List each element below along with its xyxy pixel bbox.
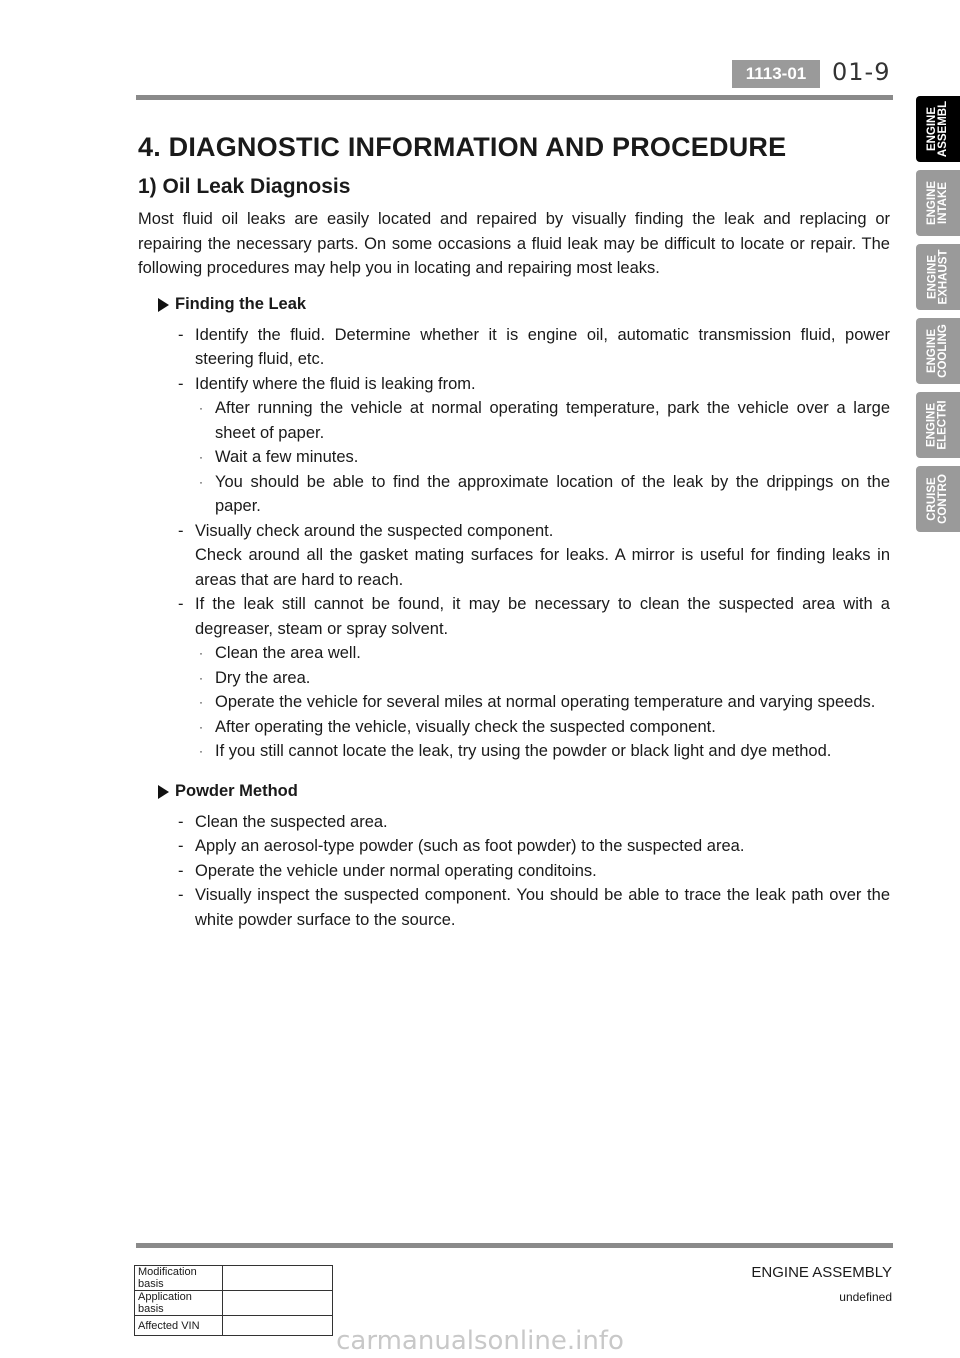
footer-rule bbox=[136, 1243, 893, 1248]
page-title: 4. DIAGNOSTIC INFORMATION AND PROCEDURE bbox=[138, 132, 787, 162]
list-item: - Identify where the fluid is leaking from. bbox=[178, 374, 476, 393]
table-cell-value bbox=[223, 1291, 333, 1316]
sub-item: · After operating the vehicle, visually check the suspected component. bbox=[199, 717, 716, 736]
tab-label: ENGINE ELECTRI bbox=[926, 400, 950, 450]
powder-method-title: Powder Method bbox=[175, 782, 298, 800]
tab-engine-exhaust[interactable] bbox=[916, 244, 960, 310]
side-tabs bbox=[916, 96, 960, 540]
tab-engine-assembly[interactable] bbox=[916, 96, 960, 162]
list-item-text: If the leak still cannot be found, it may be necessary to clean the suspected area with a degreaser, steam or spray solvent. bbox=[195, 595, 890, 638]
page-number: 01-9 bbox=[832, 58, 891, 86]
list-item-text: Identify where the fluid is leaking from. bbox=[195, 374, 476, 393]
tab-label: ENGINE INTAKE bbox=[926, 180, 949, 226]
list-item: - Visually inspect the suspected component. You should be able to trace the leak path over the white powder surface to the source. bbox=[178, 886, 890, 929]
list-item-text: Visually check around the suspected component. bbox=[195, 521, 554, 540]
table-cell-value bbox=[223, 1266, 333, 1291]
table-cell-label: Affected VIN bbox=[135, 1316, 223, 1336]
list-item: - Clean the suspected area. bbox=[178, 812, 388, 831]
tab-label: ENGINE EXHAUST bbox=[926, 249, 950, 305]
powder-method-section bbox=[138, 780, 890, 933]
tab-label: ENGINE ASSEMBL bbox=[926, 100, 950, 158]
header-rule bbox=[136, 95, 893, 100]
tab-label: CRUISE CONTRO bbox=[926, 474, 949, 524]
finding-leak-title: Finding the Leak bbox=[175, 295, 307, 313]
sub-item-text: Dry the area. bbox=[215, 668, 311, 687]
sub-item-text: If you still cannot locate the leak, try using the powder or black light and dye method. bbox=[215, 742, 832, 760]
list-item: - If the leak still cannot be found, it may be necessary to clean the suspected area with a degreaser, steam or spray solvent. bbox=[178, 595, 890, 638]
list-item: - Operate the vehicle under normal operating conditoins. bbox=[178, 861, 597, 880]
main-content bbox=[138, 132, 890, 932]
sub-item-text: After running the vehicle at normal operating temperature, park the vehicle over a large sheet of paper. bbox=[215, 399, 890, 442]
powder-method-list bbox=[138, 810, 890, 933]
tab-cruise-control[interactable] bbox=[916, 466, 960, 532]
sub-item-text: Operate the vehicle for several miles at normal operating temperature and varying speeds. bbox=[215, 693, 876, 711]
sub-item: · You should be able to find the approximate location of the leak by the drippings on the paper. bbox=[199, 472, 890, 515]
table-row bbox=[135, 1291, 333, 1316]
section-code-badge: 1113-01 bbox=[732, 60, 820, 88]
list-item-continuation: Check around all the gasket mating surfaces for leaks. A mirror is useful for finding leaks in areas that are hard to reach. bbox=[195, 546, 890, 589]
list-item: - Apply an aerosol-type powder (such as foot powder) to the suspected area. bbox=[178, 837, 745, 855]
sub-item: · Dry the area. bbox=[199, 668, 311, 687]
list-item-text: Visually inspect the suspected component. You should be able to trace the leak path over the white powder surface to the source. bbox=[195, 886, 890, 929]
sub-item-text: After operating the vehicle, visually check the suspected component. bbox=[215, 717, 716, 736]
list-item-text: Identify the fluid. Determine whether it is engine oil, automatic transmission fluid, power steering fluid, etc. bbox=[195, 325, 890, 368]
intro-paragraph: Most fluid oil leaks are easily located and repaired by visually finding the leak and replacing or repairing the necessary parts. On some occasions a fluid leak may be difficult to locate or repair. The following procedures may help you in locating and repairing most leaks. bbox=[138, 210, 890, 277]
watermark: carmanualsonline.info bbox=[336, 1326, 624, 1356]
finding-leak-section bbox=[138, 293, 890, 764]
sub-item: · Operate the vehicle for several miles at normal operating temperature and varying speeds. bbox=[199, 693, 876, 711]
sub-item: · Clean the area well. bbox=[199, 644, 361, 662]
finding-leak-heading bbox=[158, 293, 890, 317]
tab-engine-electrical[interactable] bbox=[916, 392, 960, 458]
table-row bbox=[135, 1266, 333, 1291]
footer-title: ENGINE ASSEMBLY bbox=[751, 1264, 892, 1281]
section-subtitle: 1) Oil Leak Diagnosis bbox=[138, 175, 351, 198]
footer-subtitle: undefined bbox=[839, 1290, 892, 1304]
sub-item-text: Clean the area well. bbox=[215, 644, 361, 662]
sub-item: · After running the vehicle at normal operating temperature, park the vehicle over a large sheet of paper. bbox=[199, 399, 890, 442]
sub-item: · If you still cannot locate the leak, try using the powder or black light and dye method. bbox=[199, 742, 832, 760]
tab-label: ENGINE COOLING bbox=[926, 324, 950, 378]
list-item-text: Clean the suspected area. bbox=[195, 812, 388, 831]
sub-item-text: You should be able to find the approximate location of the leak by the drippings on the paper. bbox=[215, 472, 890, 515]
powder-method-heading bbox=[158, 780, 890, 804]
table-cell-label: Application basis bbox=[135, 1291, 223, 1316]
table-cell-label: Modification basis bbox=[135, 1266, 223, 1291]
triangle-bullet-icon bbox=[158, 298, 169, 312]
sub-item-text: Wait a few minutes. bbox=[215, 448, 359, 466]
list-item-text: Operate the vehicle under normal operating conditoins. bbox=[195, 861, 597, 880]
tab-engine-intake[interactable] bbox=[916, 170, 960, 236]
list-item: - Identify the fluid. Determine whether it is engine oil, automatic transmission fluid, power steering fluid, etc. bbox=[178, 325, 890, 368]
list-item: - Visually check around the suspected component. bbox=[178, 521, 554, 540]
triangle-bullet-icon bbox=[158, 785, 169, 799]
tab-engine-cooling[interactable] bbox=[916, 318, 960, 384]
finding-leak-list bbox=[138, 323, 890, 764]
sub-item: · Wait a few minutes. bbox=[199, 448, 359, 466]
list-item-text: Apply an aerosol-type powder (such as foot powder) to the suspected area. bbox=[195, 837, 745, 855]
